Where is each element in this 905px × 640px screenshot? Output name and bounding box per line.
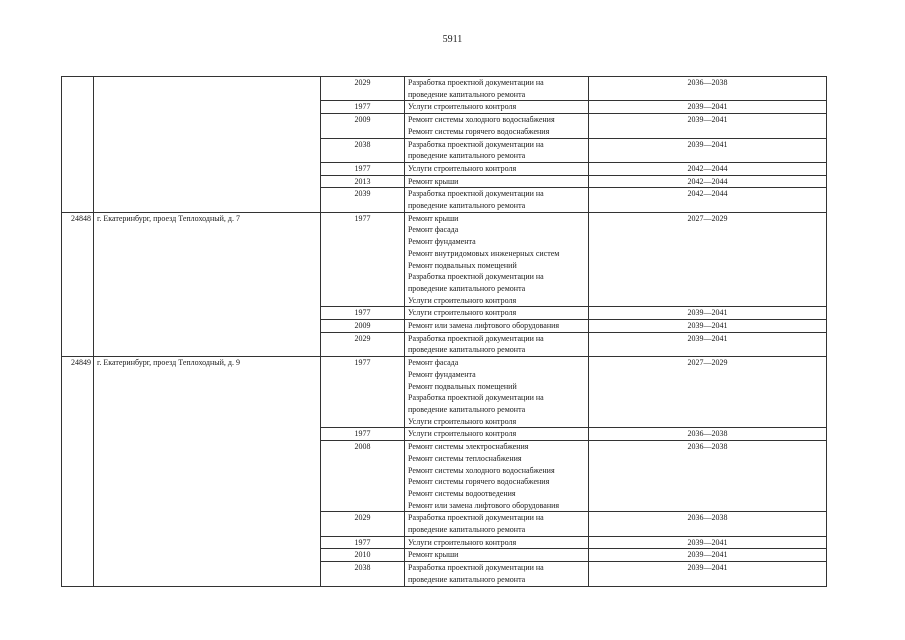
work-item: Разработка проектной документации на — [408, 78, 544, 87]
page-number: 5911 — [442, 34, 463, 45]
works-cell — [405, 536, 589, 549]
period-cell: 2039—2041 — [589, 549, 827, 562]
work-item: Ремонт внутридомовых инженерных систем — [408, 248, 560, 258]
work-item: проведение капитального ремонта — [408, 345, 526, 355]
works-cell — [405, 357, 589, 428]
year-cell: 2029 — [321, 77, 405, 101]
year-cell: 2009 — [321, 320, 405, 333]
year-cell: 2013 — [321, 175, 405, 188]
period-cell: 2036—2038 — [589, 512, 827, 536]
work-item: Разработка проектной документации на — [408, 139, 544, 149]
period-cell: 2039—2041 — [589, 562, 827, 586]
table-row — [62, 77, 827, 101]
work-item: Услуги строительного контроля — [408, 295, 517, 305]
year-cell: 1977 — [321, 101, 405, 114]
period-cell: 2036—2038 — [589, 441, 827, 512]
building-address — [94, 77, 321, 213]
work-item: Разработка проектной документации на — [408, 272, 544, 282]
work-item: Ремонт фундамента — [408, 369, 476, 379]
work-item: Услуги строительного контроля — [408, 308, 517, 318]
year-cell: 1977 — [321, 428, 405, 441]
year-cell: 1977 — [321, 212, 405, 307]
period-cell: 2039—2041 — [589, 320, 827, 333]
work-item: Услуги строительного контроля — [408, 102, 517, 112]
work-item: проведение капитального ремонта — [408, 404, 526, 414]
work-item: проведение капитального ремонта — [408, 151, 526, 161]
year-cell: 2038 — [321, 138, 405, 162]
building-id: 24848 — [62, 212, 94, 356]
works-cell — [405, 428, 589, 441]
work-item: проведение капитального ремонта — [408, 574, 526, 584]
work-item: Разработка проектной документации на — [408, 393, 544, 403]
period-cell: 2042—2044 — [589, 188, 827, 212]
year-cell: 1977 — [321, 307, 405, 320]
works-cell — [405, 212, 589, 307]
table-row — [62, 212, 827, 307]
year-cell: 2009 — [321, 114, 405, 138]
work-item: Ремонт фасада — [408, 225, 459, 235]
year-cell: 1977 — [321, 536, 405, 549]
work-item: Ремонт подвальных помещений — [408, 381, 517, 391]
works-cell — [405, 188, 589, 212]
work-item: Ремонт системы горячего водоснабжения — [408, 477, 550, 487]
work-item: Ремонт фасада — [408, 358, 459, 368]
works-cell — [405, 101, 589, 114]
work-item: Услуги строительного контроля — [408, 416, 517, 426]
work-item: Разработка проектной документации на — [408, 189, 544, 199]
works-cell — [405, 332, 589, 356]
year-cell: 2039 — [321, 188, 405, 212]
work-item: Ремонт системы горячего водоснабжения — [408, 126, 550, 136]
work-item: проведение капитального ремонта — [408, 283, 526, 293]
period-cell: 2039—2041 — [589, 536, 827, 549]
period-cell: 2039—2041 — [589, 332, 827, 356]
work-item: Услуги строительного контроля — [408, 537, 517, 547]
building-id — [62, 77, 94, 213]
work-item: Ремонт системы электроснабжения — [408, 442, 529, 452]
year-cell: 2029 — [321, 512, 405, 536]
works-cell — [405, 175, 589, 188]
repair-schedule-body — [62, 77, 827, 587]
period-cell: 2039—2041 — [589, 114, 827, 138]
work-item: Ремонт системы теплоснабжения — [408, 453, 522, 463]
building-address: г. Екатеринбург, проезд Теплоходный, д. 7 — [94, 212, 321, 356]
work-item: Ремонт системы водоотведения — [408, 488, 516, 498]
period-cell: 2039—2041 — [589, 307, 827, 320]
year-cell: 1977 — [321, 162, 405, 175]
period-cell: 2027—2029 — [589, 357, 827, 428]
works-cell — [405, 77, 589, 101]
year-cell: 2010 — [321, 549, 405, 562]
table-row — [62, 357, 827, 428]
work-item: проведение капитального ремонта — [408, 89, 526, 99]
work-item: Ремонт подвальных помещений — [408, 260, 517, 270]
period-cell: 2042—2044 — [589, 175, 827, 188]
works-cell — [405, 441, 589, 512]
works-cell — [405, 307, 589, 320]
work-item: Услуги строительного контроля — [408, 429, 517, 439]
work-item: Услуги строительного контроля — [408, 163, 517, 173]
work-item: Ремонт системы холодного водоснабжения — [408, 115, 555, 125]
year-cell: 2008 — [321, 441, 405, 512]
year-cell: 2029 — [321, 332, 405, 356]
work-item: Ремонт системы холодного водоснабжения — [408, 465, 555, 475]
works-cell — [405, 549, 589, 562]
work-item: Ремонт или замена лифтового оборудования — [408, 321, 560, 331]
work-item: Разработка проектной документации на — [408, 513, 544, 523]
year-cell: 2038 — [321, 562, 405, 586]
works-cell — [405, 562, 589, 586]
year-cell: 1977 — [321, 357, 405, 428]
period-cell: 2036—2038 — [589, 77, 827, 101]
period-cell: 2027—2029 — [589, 212, 827, 307]
repair-schedule-table — [61, 76, 827, 587]
work-item: проведение капитального ремонта — [408, 201, 526, 211]
work-item: Ремонт крыши — [408, 176, 459, 186]
works-cell — [405, 114, 589, 138]
period-cell: 2042—2044 — [589, 162, 827, 175]
work-item: Ремонт крыши — [408, 213, 459, 223]
period-cell: 2039—2041 — [589, 101, 827, 114]
work-item: Разработка проектной документации на — [408, 563, 544, 573]
building-id: 24849 — [62, 357, 94, 586]
work-item: проведение капитального ремонта — [408, 525, 526, 535]
work-item: Разработка проектной документации на — [408, 333, 544, 343]
work-item: Ремонт крыши — [408, 550, 459, 560]
works-cell — [405, 162, 589, 175]
works-cell — [405, 512, 589, 536]
work-item: Ремонт или замена лифтового оборудования — [408, 500, 560, 510]
work-item: Ремонт фундамента — [408, 237, 476, 247]
works-cell — [405, 320, 589, 333]
period-cell: 2036—2038 — [589, 428, 827, 441]
period-cell: 2039—2041 — [589, 138, 827, 162]
building-address: г. Екатеринбург, проезд Теплоходный, д. 9 — [94, 357, 321, 586]
works-cell — [405, 138, 589, 162]
